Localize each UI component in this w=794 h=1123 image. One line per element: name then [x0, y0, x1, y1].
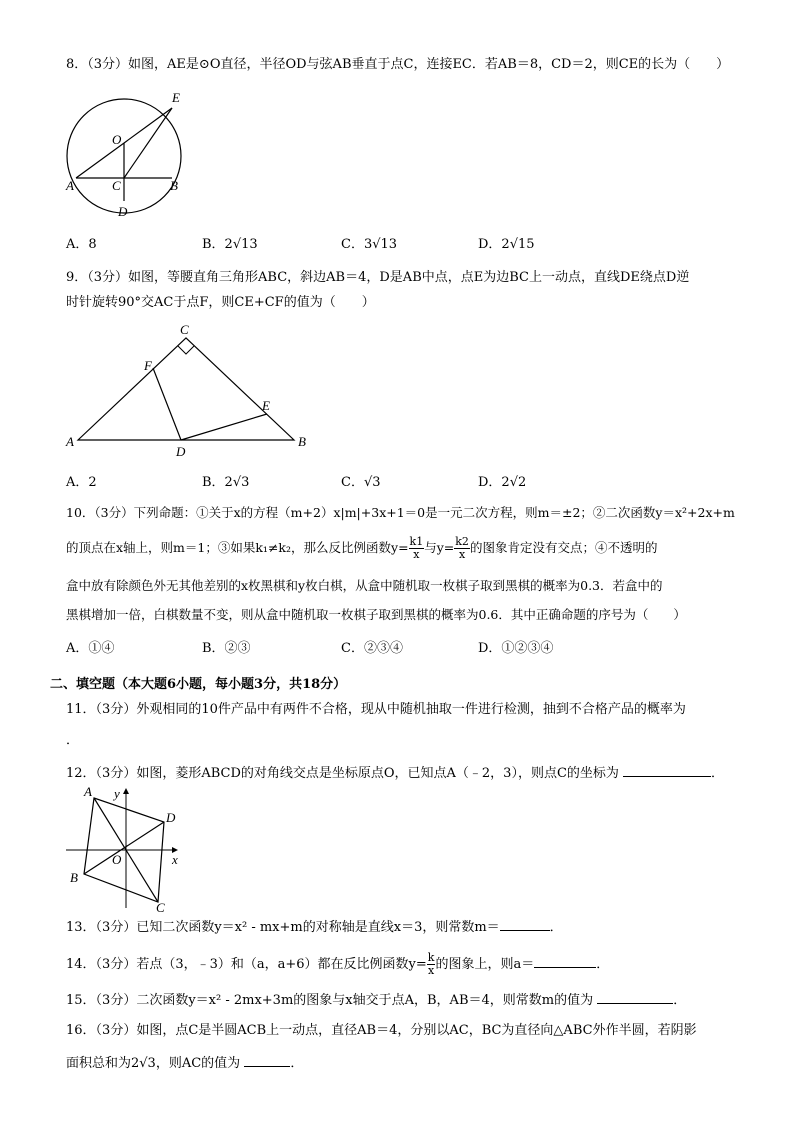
q9-line-DE	[181, 414, 267, 440]
q10-frac-k2: $\frac{k2}{x}$	[455, 535, 469, 561]
q13-stem: 13．（3分）已知二次函数y＝x² - mx+m的对称轴是直线x＝3，则常数m＝ ．	[66, 920, 563, 935]
q14-stem: 14．（3分）若点（3，﹣3）和（a，a+6）都在反比例函数y= $\frac{k}{x}$ 的图象上，则a＝ ．	[66, 951, 610, 977]
q12-y-arrow	[123, 788, 129, 794]
q10-option-a: A．①④	[66, 641, 115, 656]
q16-stem-line1: 16．（3分）如图，点C是半圆ACB上一动点，直径AB＝4，分别以AC，BC为直径向△ABC外作半圆，若阴影	[66, 1023, 697, 1038]
q8-figure	[58, 86, 198, 226]
q8-label-E: E	[172, 90, 180, 105]
q8-options	[66, 233, 626, 251]
q11-stem-line1: 11．（3分）外观相同的10件产品中有两件不合格，现从中随机抽取一件进行检测，抽到不合格产品的概率为	[66, 702, 686, 717]
q9-stem-line2: 时针旋转90°交AC于点F，则CE+CF的值为（ ）	[66, 295, 375, 310]
q9-right-angle	[178, 346, 194, 354]
q10-option-d: D．①②③④	[478, 641, 554, 656]
q10-stem-line1: 10．（3分）下列命题：①关于x的方程（m+2）x|m|+3x+1＝0是一元二次方程，则m＝±2；②二次函数y＝x²+2x+m	[66, 505, 735, 520]
q8-line-EC	[124, 108, 172, 178]
q12-answer-blank	[623, 764, 711, 777]
q10-options	[66, 637, 626, 655]
q9-figure	[60, 320, 320, 460]
q8-option-d: D．2√15	[478, 237, 535, 252]
q9-option-b: B．2√3	[202, 475, 250, 490]
q9-label-F: F	[144, 358, 152, 373]
q8-stem: 8．（3分）如图，AE是⊙O直径，半径OD与弦AB垂直于点C，连接EC．若AB＝8，CD＝2，则CE的长为（ ）	[66, 57, 730, 72]
q9-options	[66, 471, 626, 489]
q8-option-b: B．2√13	[202, 237, 258, 252]
q9-option-c: C．√3	[341, 475, 381, 490]
q8-label-A: A	[66, 178, 74, 193]
q12-label-x: x	[172, 852, 178, 867]
q15-stem: 15．（3分）二次函数y＝x² - 2mx+3m的图象与x轴交于点A，B，AB＝4，则常数m的值为 ．	[66, 993, 687, 1008]
q12-stem: 12．（3分）如图，菱形ABCD的对角线交点是坐标原点O，已知点A（﹣2，3），则点C的坐标为 ．	[66, 766, 725, 781]
q12-label-B: B	[70, 870, 78, 885]
q12-label-O: O	[112, 852, 122, 867]
q13-answer-blank	[500, 918, 550, 931]
q9-line-DF	[153, 368, 181, 440]
q8-option-c: C．3√13	[341, 237, 398, 252]
q9-stem-line1: 9．（3分）如图，等腰直角三角形ABC，斜边AB＝4，D是AB中点，点E为边BC上一动点，直线DE绕点D逆	[66, 270, 690, 285]
q9-label-C: C	[180, 322, 189, 337]
q8-label-O: O	[112, 132, 122, 147]
section-fill-in-title: 二、填空题（本大题6小题，每小题3分，共18分）	[50, 677, 347, 692]
q15-answer-blank	[597, 991, 673, 1004]
q8-option-a: A．8	[66, 237, 97, 252]
q12-label-C: C	[156, 900, 165, 914]
q9-label-A: A	[66, 434, 74, 449]
q9-label-E: E	[262, 398, 270, 413]
q10-stem-line3: 盒中放有除颜色外无其他差别的x枚黑棋和y枚白棋，从盒中随机取一枚棋子取到黑棋的概率为0.3．若盒中的	[66, 578, 663, 593]
q12-label-D: D	[166, 810, 176, 825]
q16-answer-blank	[244, 1054, 290, 1067]
q8-label-C: C	[112, 178, 121, 193]
q12-label-y: y	[114, 786, 120, 801]
q8-label-B: B	[170, 178, 178, 193]
q9-label-D: D	[176, 444, 186, 459]
q10-stem-line4: 黑棋增加一倍，白棋数量不变，则从盒中随机取一枚棋子取到黑棋的概率为0.6．其中正确命题的序号为（ ）	[66, 607, 686, 622]
q12-diagonal-BD	[84, 822, 164, 874]
q11-stem-line2: ．	[66, 733, 80, 748]
q12-label-A: A	[84, 784, 92, 799]
q10-option-c: C．②③④	[341, 641, 403, 656]
q10-option-b: B．②③	[202, 641, 251, 656]
q14-answer-blank	[534, 955, 596, 968]
q10-stem-line2: 的顶点在x轴上，则m＝1；③如果k₁≠k₂，那么反比例函数y= $\frac{k1}{x}$ 与y= $\frac{k2}{x}$ 的图象肯定没有交点；④不透明的	[66, 535, 658, 561]
q12-figure	[60, 782, 200, 914]
q14-frac: $\frac{k}{x}$	[427, 951, 435, 977]
q9-option-d: D．2√2	[478, 475, 527, 490]
q8-label-D: D	[118, 204, 128, 219]
q9-label-B: B	[298, 434, 306, 449]
q10-frac-k1: $\frac{k1}{x}$	[409, 535, 424, 561]
q16-stem-line2: 面积总和为2√3，则AC的值为 ．	[66, 1056, 304, 1071]
q9-option-a: A．2	[66, 475, 97, 490]
